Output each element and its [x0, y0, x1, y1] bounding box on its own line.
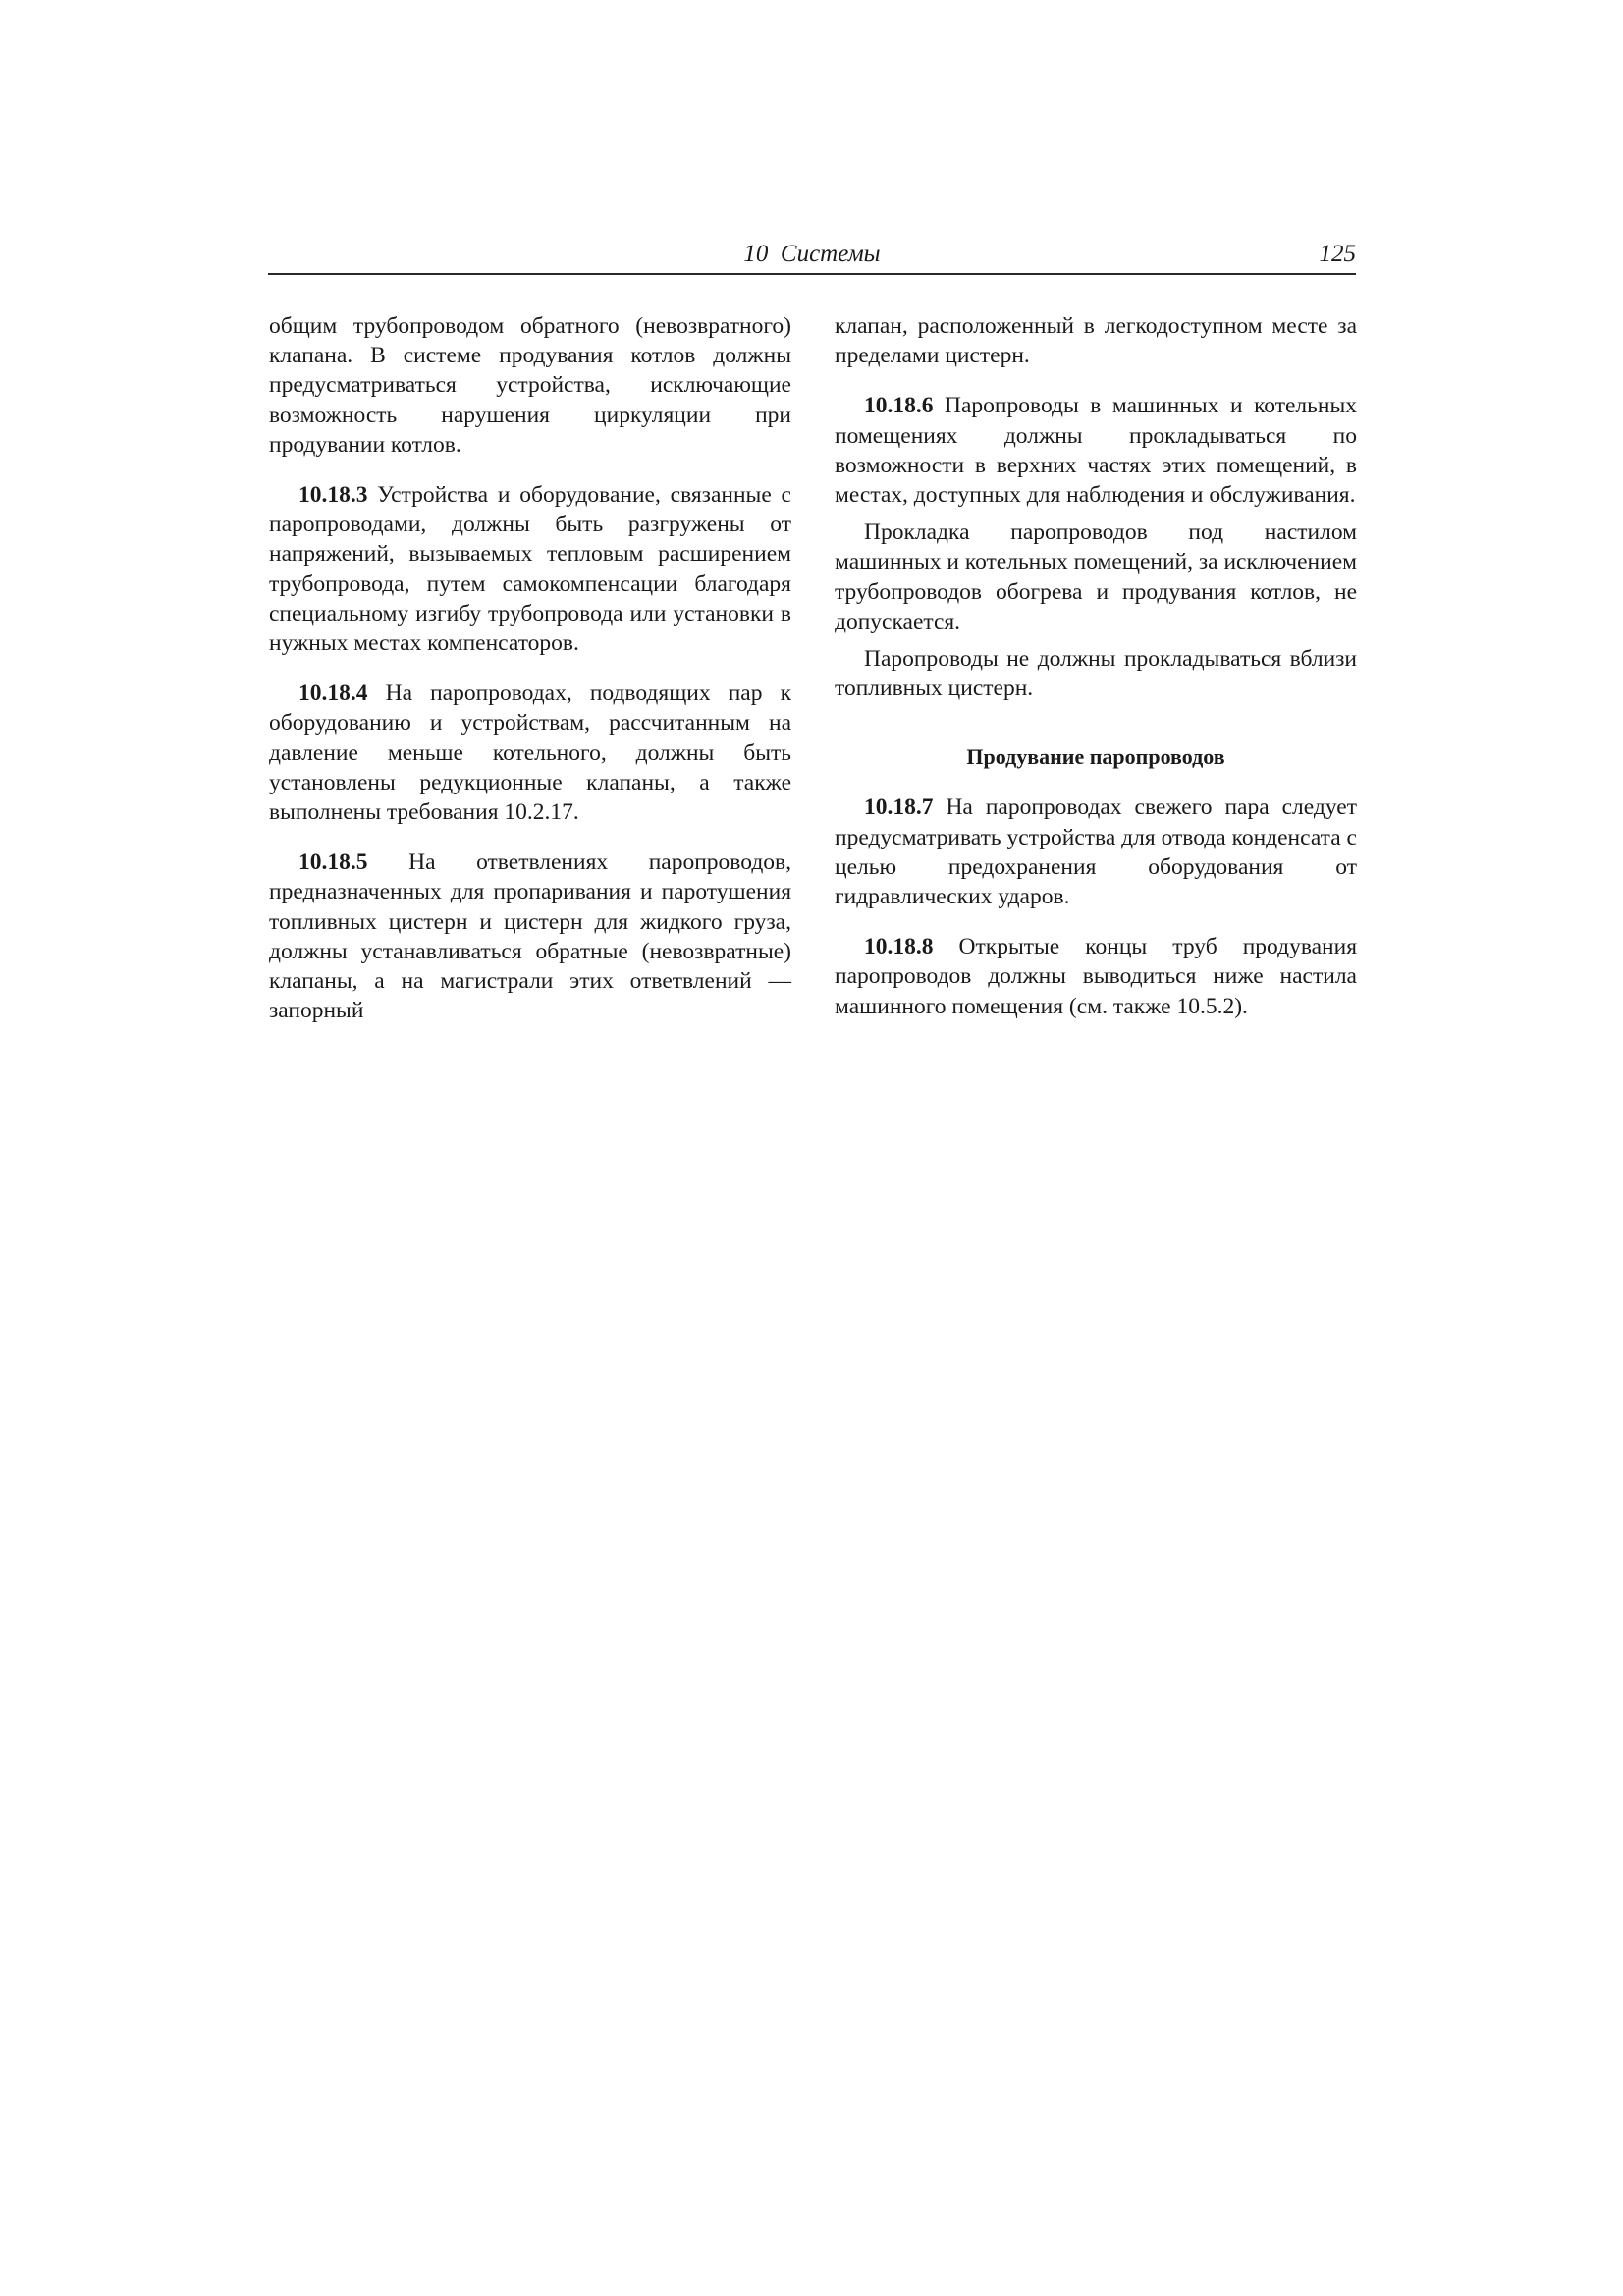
- paragraph-text: На паропроводах свежего пара следует предусматривать устройства для отвода конденсата с целью предохранения оборудования от гидравлических ударов.: [835, 794, 1357, 910]
- clause-number: 10.18.6: [864, 393, 934, 419]
- paragraph-10-18-7: [835, 793, 1357, 911]
- paragraph-10-18-6: [835, 391, 1357, 510]
- clause-number: 10.18.8: [864, 934, 934, 960]
- paragraph-text: Прокладка паропроводов под настилом машинных и котельных помещений, за исключением трубопроводов обогрева и продувания котлов, не допускается.: [835, 519, 1357, 634]
- paragraph-10-18-3: [269, 480, 791, 658]
- right-column: [835, 311, 1357, 1021]
- paragraph-text: общим трубопроводом обратного (невозвратного) клапана. В системе продувания котлов должны предусматриваться устройства, исключающие возможность нарушения циркуляции при продувании котлов.: [269, 313, 791, 458]
- page-number: 125: [1319, 241, 1356, 267]
- clause-number: 10.18.7: [864, 794, 934, 821]
- running-header: [268, 240, 1356, 275]
- paragraph-text: Открытые концы труб продувания паропроводов должны выводиться ниже настила машинного помещения (см. также 10.5.2).: [835, 934, 1357, 1019]
- paragraph-10-18-4: [269, 679, 791, 827]
- paragraph-text: Паропроводы в машинных и котельных помещениях должны прокладываться по возможности в верхних частях этих помещений, в местах, доступных для наблюдения и обслуживания.: [835, 393, 1357, 509]
- paragraph-10-18-8: [835, 932, 1357, 1021]
- paragraph-near-fuel-tanks: [835, 644, 1357, 703]
- section-title: 10 Системы: [743, 241, 881, 267]
- section-subheading: Продувание паропроводов: [966, 744, 1225, 770]
- paragraph-text: Паропроводы не должны прокладываться вблизи топливных цистерн.: [835, 646, 1357, 702]
- clause-number: 10.18.4: [298, 681, 368, 707]
- paragraph-text: Устройства и оборудование, связанные с паропроводами, должны быть разгружены от напряжений, вызываемых тепловым расширением трубопровода, путем самокомпенсации благодаря специальному изгибу трубопровода или установки в нужных местах компенсаторов.: [269, 482, 791, 657]
- left-column: [269, 311, 791, 1025]
- paragraph-laying-under-floor: [835, 518, 1357, 636]
- paragraph-text: клапан, расположенный в легкодоступном месте за пределами цистерн.: [835, 313, 1357, 369]
- paragraph-continuation: [835, 311, 1357, 370]
- paragraph-text: На ответвлениях паропроводов, предназначенных для пропаривания и паротушения топливных цистерн и цистерн для жидкого груза, должны устанавливаться обратные (невозвратные) клапаны, а на магистрали этих ответвлений — запорный: [269, 849, 791, 1024]
- paragraph-continuation: [269, 311, 791, 460]
- clause-number: 10.18.3: [298, 482, 368, 509]
- paragraph-text: На паропроводах, подводящих пар к оборудованию и устройствам, рассчитанным на давление меньше котельного, должны быть установлены редукционные клапаны, а также выполнены требования 10.2.17.: [269, 681, 791, 826]
- paragraph-10-18-5: [269, 847, 791, 1025]
- clause-number: 10.18.5: [298, 849, 368, 876]
